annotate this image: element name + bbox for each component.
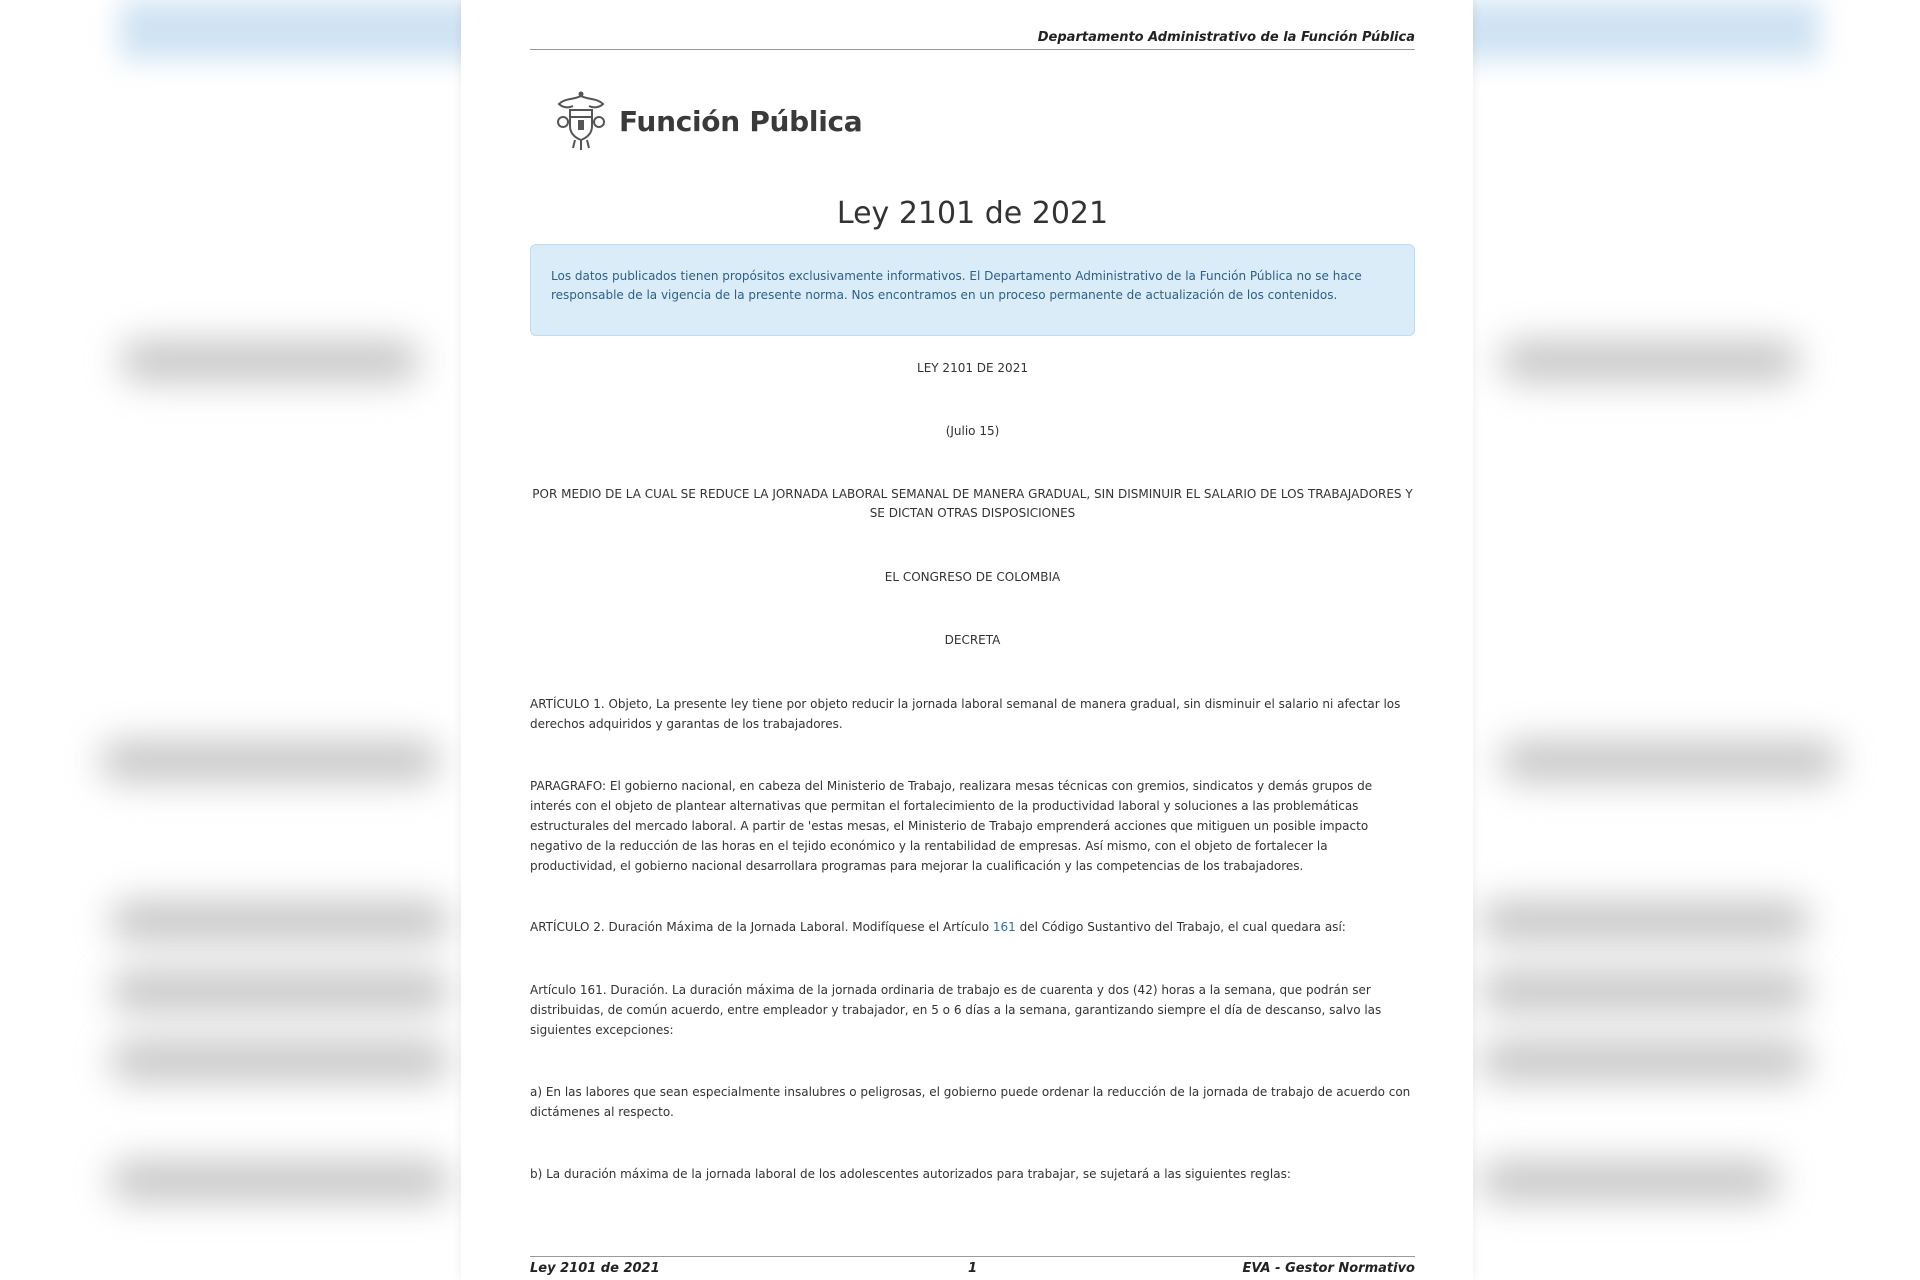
article-161-link[interactable]: 161 <box>992 920 1016 934</box>
law-subject: POR MEDIO DE LA CUAL SE REDUCE LA JORNADA LABORAL SEMANAL DE MANERA GRADUAL, SIN DISMINUIR EL SALARIO DE LOS TRABAJADORES Y SE DICTAN OTRAS DISPOSICIONES <box>532 487 1413 520</box>
background-blur-band <box>110 970 450 1012</box>
law-date: (Julio 15) <box>945 424 1000 438</box>
background-blur-band <box>1480 900 1810 942</box>
page-footer <box>530 1256 1415 1276</box>
background-blur-band <box>110 1160 450 1202</box>
disclaimer-notice: Los datos publicados tienen propósitos exclusivamente informativos. El Departamento Administrativo de la Función Pública no se hace responsable de la vigencia de la presente norma. Nos encontramos en un proceso permanente de actualización de los contenidos. <box>530 244 1415 336</box>
article-2 <box>530 917 1415 937</box>
background-blur-band <box>1480 1160 1780 1202</box>
law-heading: LEY 2101 DE 2021 <box>917 361 1028 375</box>
footer-source: EVA - Gestor Normativo <box>1242 1261 1415 1276</box>
footer-law-name: Ley 2101 de 2021 <box>530 1261 660 1276</box>
page-title: Ley 2101 de 2021 <box>836 196 1109 231</box>
background-blur-band <box>1500 740 1840 782</box>
list-item-b: b) La duración máxima de la jornada laboral de los adolescentes autorizados para trabajar, se sujetará a las siguientes reglas: <box>530 1167 1291 1181</box>
page-header: Departamento Administrativo de la Función Pública <box>530 30 1415 50</box>
article-161: Artículo 161. Duración. La duración máxima de la jornada ordinaria de trabajo es de cuarenta y dos (42) horas a la semana, que podrán ser distribuidas, de común acuerdo, entre empleador y trabajador, en 5 o 6 días a la semana, garantizando siempre el día de descanso, salvo las siguientes excepciones: <box>530 983 1382 1037</box>
background-blur-band <box>1480 1040 1810 1082</box>
page-number: 1 <box>967 1261 978 1276</box>
congress-line: EL CONGRESO DE COLOMBIA <box>884 570 1061 584</box>
background-blur-band <box>100 740 440 782</box>
document-page <box>461 0 1473 1280</box>
background-blur-band <box>110 1040 450 1082</box>
list-item-a: a) En las labores que sean especialmente insalubres o peligrosas, el gobierno puede ordenar la reducción de la jornada de trabajo de acuerdo con dictámenes al respecto. <box>530 1085 1411 1119</box>
background-blur-band <box>1480 970 1810 1012</box>
background-blur-band <box>1500 340 1800 382</box>
decreta-line: DECRETA <box>944 633 1001 647</box>
article-2-text: ARTÍCULO 2. Duración Máxima de la Jornada Laboral. Modifíquese el Artículo <box>530 920 993 934</box>
funcion-publica-logo <box>551 90 862 152</box>
coat-of-arms-icon <box>551 90 611 152</box>
background-blur-band <box>120 340 420 382</box>
logo-text: Función Pública <box>619 104 863 138</box>
article-2-text-end: del Código Sustantivo del Trabajo, el cual quedara así: <box>1015 920 1346 934</box>
background-blur-band <box>110 900 450 942</box>
paragrafo: PARAGRAFO: El gobierno nacional, en cabeza del Ministerio de Trabajo, realizara mesas técnicas con gremios, sindicatos y demás grupos de interés con el objeto de plantear alternativas que permitan el fortalecimiento de la productividad laboral y soluciones a las problemáticas estructurales del mercado laboral. A partir de 'estas mesas, el Ministerio de Trabajo emprenderá acciones que mitiguen un posible impacto negativo de la reducción de las horas en el tejido económico y la rentabilidad de empresas. Así mismo, con el objeto de fortalecer la productividad, el gobierno nacional desarrollara programas para mejorar la cualificación y las competencias de los trabajadores. <box>530 779 1373 873</box>
article-1: ARTÍCULO 1. Objeto, La presente ley tiene por objeto reducir la jornada laboral semanal de manera gradual, sin disminuir el salario ni afectar los derechos adquiridos y garantas de los trabajadores. <box>530 697 1401 731</box>
